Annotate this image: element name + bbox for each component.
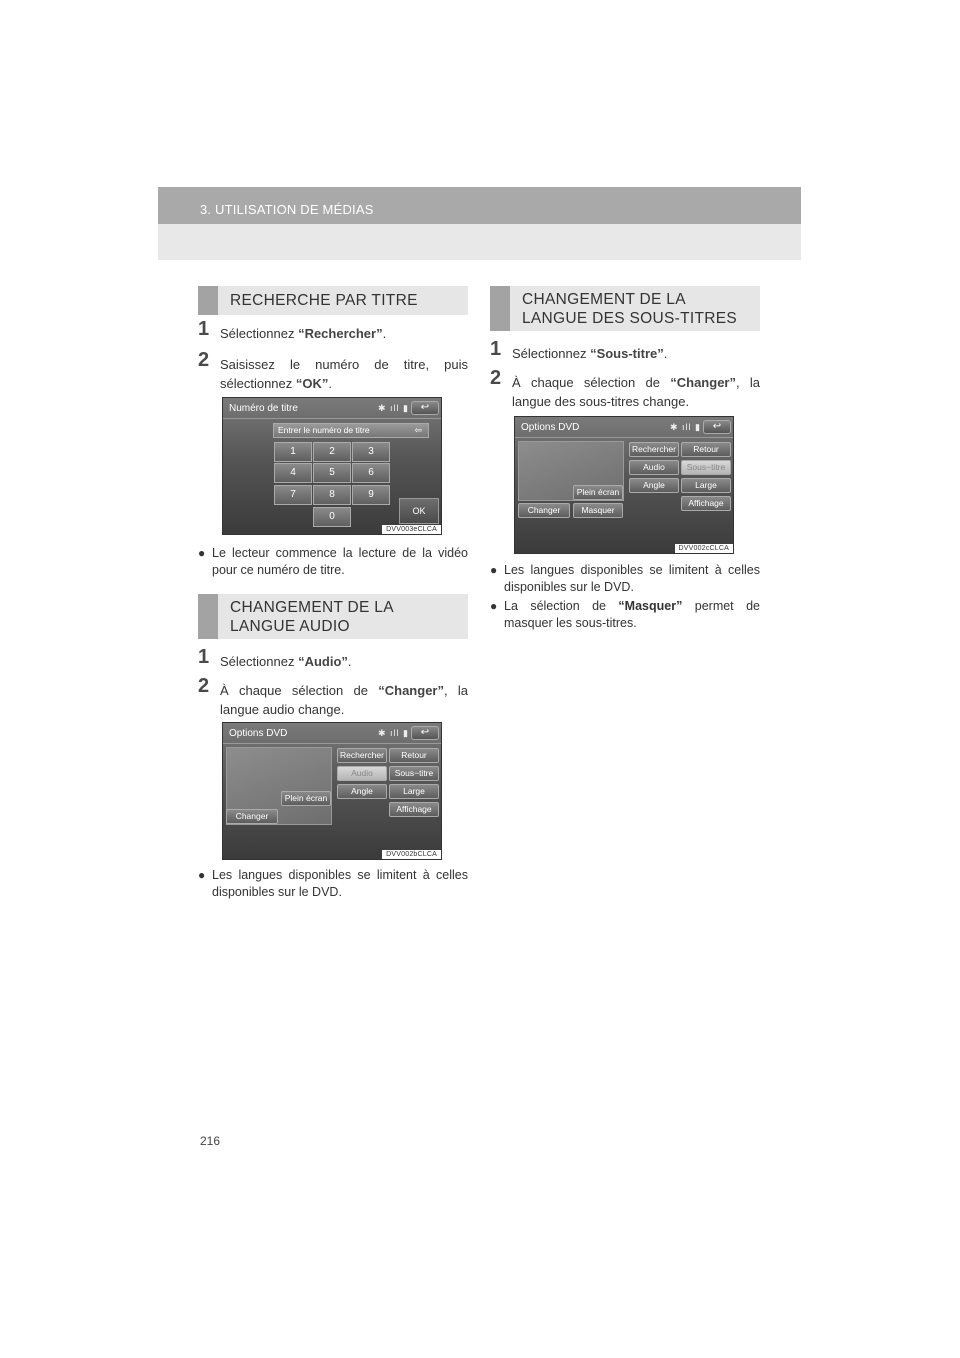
section-heading-line2: LANGUE DES SOUS-TITRES xyxy=(522,310,738,327)
affichage-button[interactable]: Affichage xyxy=(681,496,731,511)
retour-button[interactable]: Retour xyxy=(681,442,731,457)
angle-button[interactable]: Angle xyxy=(337,784,387,799)
bullet-masquer: ● La sélection de “Masquer” permet de masquer les sous-titres. xyxy=(490,599,760,630)
key-7[interactable]: 7 xyxy=(274,485,312,505)
bullet-langues-sous-titres: ● Les langues disponibles se limitent à celles disponibles sur le DVD. xyxy=(490,563,760,594)
back-icon[interactable]: ↩ xyxy=(703,420,731,434)
audio-button[interactable]: Audio xyxy=(629,460,679,475)
step-1-audio: 1 Sélectionnez “Audio”. xyxy=(198,646,352,669)
figure-code: DVV003eCLCA xyxy=(382,525,441,534)
masquer-button[interactable]: Masquer xyxy=(573,503,623,518)
section-heading-line1: CHANGEMENT DE LA xyxy=(230,599,394,616)
key-9[interactable]: 9 xyxy=(352,485,390,505)
audio-button[interactable]: Audio xyxy=(337,766,387,781)
status-icons: ✱ ıll ▮ xyxy=(378,403,409,413)
backspace-icon[interactable]: ⇦ xyxy=(414,425,422,435)
changer-button[interactable]: Changer xyxy=(226,809,278,824)
screen-options-dvd-sous-titre xyxy=(514,416,734,554)
rechercher-button[interactable]: Rechercher xyxy=(629,442,679,457)
chapter-title: 3. UTILISATION DE MÉDIAS xyxy=(200,202,374,217)
angle-button[interactable]: Angle xyxy=(629,478,679,493)
chapter-header-bar xyxy=(158,187,801,224)
key-2[interactable]: 2 xyxy=(313,442,351,462)
key-5[interactable]: 5 xyxy=(313,463,351,483)
key-0[interactable]: 0 xyxy=(313,507,351,527)
screen-title: Options DVD xyxy=(521,422,580,433)
section-title-langue-audio xyxy=(198,594,468,639)
section-title-sous-titres xyxy=(490,286,760,331)
large-button[interactable]: Large xyxy=(389,784,439,799)
screen-title: Numéro de titre xyxy=(229,403,298,414)
step-1-rechercher: 1 Sélectionnez “Rechercher”. xyxy=(198,318,387,341)
screen-title: Options DVD xyxy=(229,728,288,739)
key-3[interactable]: 3 xyxy=(352,442,390,462)
figure-code: DVV002bCLCA xyxy=(382,850,441,859)
status-icons: ✱ ıll ▮ xyxy=(670,422,701,432)
section-heading: RECHERCHE PAR TITRE xyxy=(230,292,418,309)
figure-code: DVV002cCLCA xyxy=(675,544,733,553)
bullet-langues-audio: ● Les langues disponibles se limitent à celles disponibles sur le DVD. xyxy=(198,868,468,899)
rechercher-button[interactable]: Rechercher xyxy=(337,748,387,763)
section-heading-line1: CHANGEMENT DE LA xyxy=(522,291,686,308)
step-1-sous-titre: 1 Sélectionnez “Sous-titre”. xyxy=(490,338,668,361)
screen-numero-de-titre xyxy=(222,397,442,535)
bullet-lecture: ● Le lecteur commence la lecture de la vidéo pour ce numéro de titre. xyxy=(198,546,468,577)
sous-titre-button[interactable]: Sous−titre xyxy=(389,766,439,781)
plein-ecran-button[interactable]: Plein écran xyxy=(281,791,331,806)
page-number: 216 xyxy=(200,1134,221,1148)
large-button[interactable]: Large xyxy=(681,478,731,493)
step-2-changer-audio: 2 À chaque sélection de “Changer”, la langue audio change. xyxy=(198,675,469,717)
status-icons: ✱ ıll ▮ xyxy=(378,728,409,738)
affichage-button[interactable]: Affichage xyxy=(389,802,439,817)
back-icon[interactable]: ↩ xyxy=(411,726,439,740)
key-1[interactable]: 1 xyxy=(274,442,312,462)
step-2-changer-sous-titres: 2 À chaque sélection de “Changer”, la langue des sous-titres change. xyxy=(490,367,761,409)
key-8[interactable]: 8 xyxy=(313,485,351,505)
title-number-input[interactable]: Entrer le numéro de titre ⇦ xyxy=(273,423,429,438)
back-icon[interactable]: ↩ xyxy=(411,401,439,415)
plein-ecran-button[interactable]: Plein écran xyxy=(573,485,623,500)
section-title-recherche xyxy=(198,286,468,315)
retour-button[interactable]: Retour xyxy=(389,748,439,763)
changer-button[interactable]: Changer xyxy=(518,503,570,518)
section-heading-line2: LANGUE AUDIO xyxy=(230,618,350,635)
sous-titre-button[interactable]: Sous−titre xyxy=(681,460,731,475)
chapter-header xyxy=(158,187,801,260)
key-4[interactable]: 4 xyxy=(274,463,312,483)
screen-options-dvd-audio xyxy=(222,722,442,860)
key-6[interactable]: 6 xyxy=(352,463,390,483)
ok-button[interactable]: OK xyxy=(399,498,439,524)
step-2-saisir: 2 Saisissez le numéro de titre, puis sélectionnez “OK”. xyxy=(198,349,468,391)
